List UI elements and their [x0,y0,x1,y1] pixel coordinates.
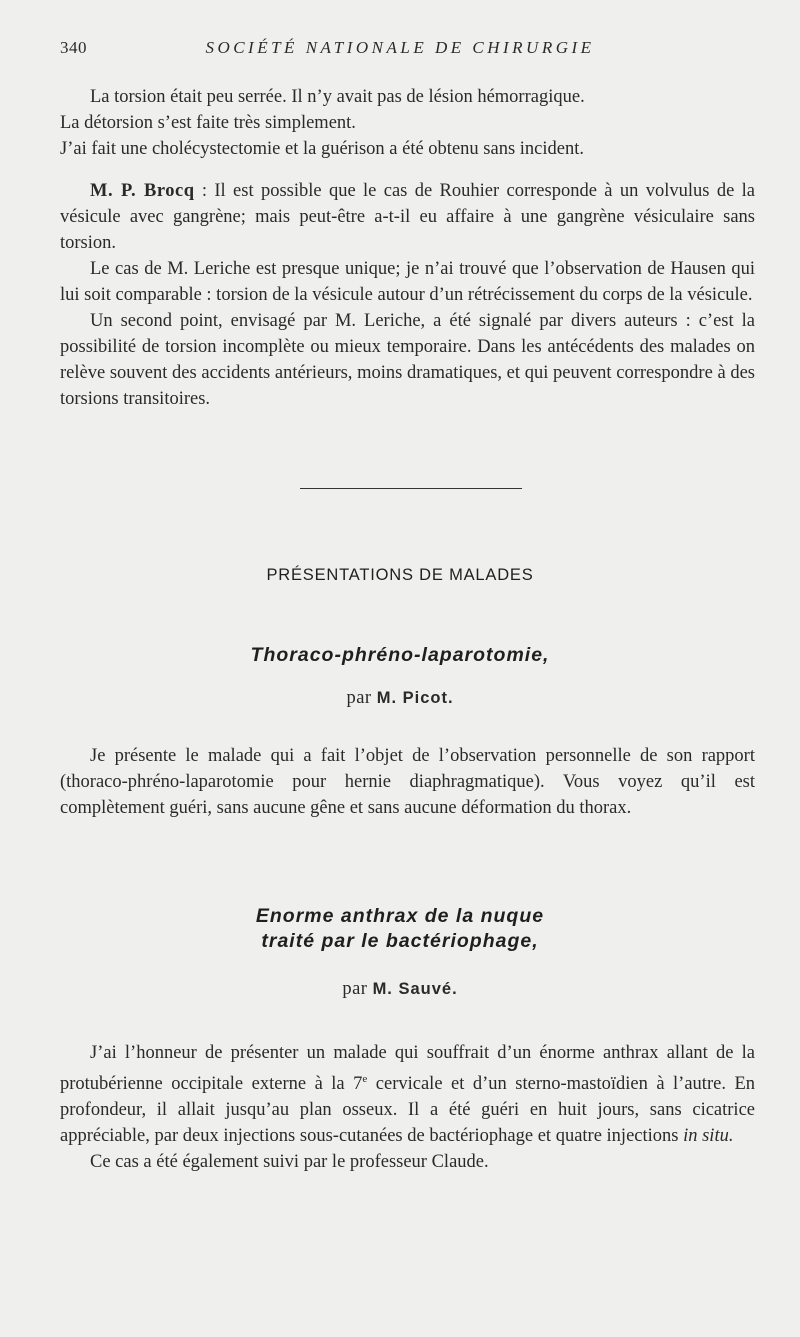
paragraph-anthrax: J’ai l’honneur de présenter un malade qui souffrait d’un énorme anthrax allant de la protubérienne occipitale externe à la 7e cervicale et d’un sterno-mastoïdien à l’autre. En profondeur, il allait jusqu’au plan osseux. Il a été guéri en huit jours, sans cicatrice appréciable, par deux injections sous-cutanées de bactériophage et quatre injections in situ. [60,1043,755,1147]
superscript: e [362,1073,368,1085]
section-divider [300,488,522,489]
paragraph-leriche: Le cas de M. Leriche est presque unique; je n’ai trouvé que l’observation de Hausen qui lui soit comparable : torsion de la vésicule autour d’un rétrécissement du corps de la vésicule. [60,259,755,305]
byline-picot [0,688,800,709]
title-line-1: Enorme anthrax de la nuque [255,905,545,927]
paragraph-brocq [60,178,755,256]
section-title: PRÉSENTATIONS DE MALADES [266,566,534,584]
article-title-sauve [0,904,800,954]
paragraph-second-point: Un second point, envisagé par M. Leriche, a été signalé par divers auteurs : c’est la possibilité de torsion incomplète ou mieux temporaire. Dans les antécédents des malades on relève souvent des accidents antérieurs, moins dramatiques, et qui peuvent correspondre à des torsions transitoires. [60,311,755,409]
continued-discussion [60,84,755,412]
running-head [0,38,800,62]
page-number: 340 [60,38,87,57]
paragraph: Je présente le malade qui a fait l’objet de l’observation personnelle de son rapport (thoraco-phréno-laparotomie pour hernie diaphragmatique). Vous voyez qu’il est complètement guéri, sans aucune gêne et sans aucune déformation du thorax. [60,746,755,818]
author-name: M. Sauvé. [372,980,458,998]
journal-title: SOCIÉTÉ NATIONALE DE CHIRURGIE [205,38,595,57]
title-line-2: traité par le bactériophage, [261,930,539,952]
line-2: La détorsion s’est faite très simplement. [60,113,356,133]
italic-in-situ: in situ. [683,1126,734,1147]
line-1: La torsion était peu serrée. Il n’y avait pas de lésion hémorragique. [90,87,585,107]
byline-prefix: par [346,688,377,708]
article-body-picot [60,743,755,821]
paragraph-text: : Il est possible que le cas de Rouhier corresponde à un volvulus de la vésicule avec gangrène; mais peut-être a-t-il eu affaire à une gangrène vésiculaire sans torsion. [60,181,755,253]
article-title-picot: Thoraco-phréno-laparotomie, [250,644,550,666]
article-body-sauve [60,1040,755,1175]
byline-prefix: par [342,979,373,999]
author-name: M. Picot. [376,689,454,707]
line-3: J’ai fait une cholécystectomie et la guérison a été obtenu sans incident. [60,139,584,159]
speaker-name: M. P. Brocq [90,181,195,201]
byline-sauve [0,979,800,1000]
paragraph-torsion [60,84,755,162]
paragraph-claude: Ce cas a été également suivi par le professeur Claude. [90,1152,489,1173]
